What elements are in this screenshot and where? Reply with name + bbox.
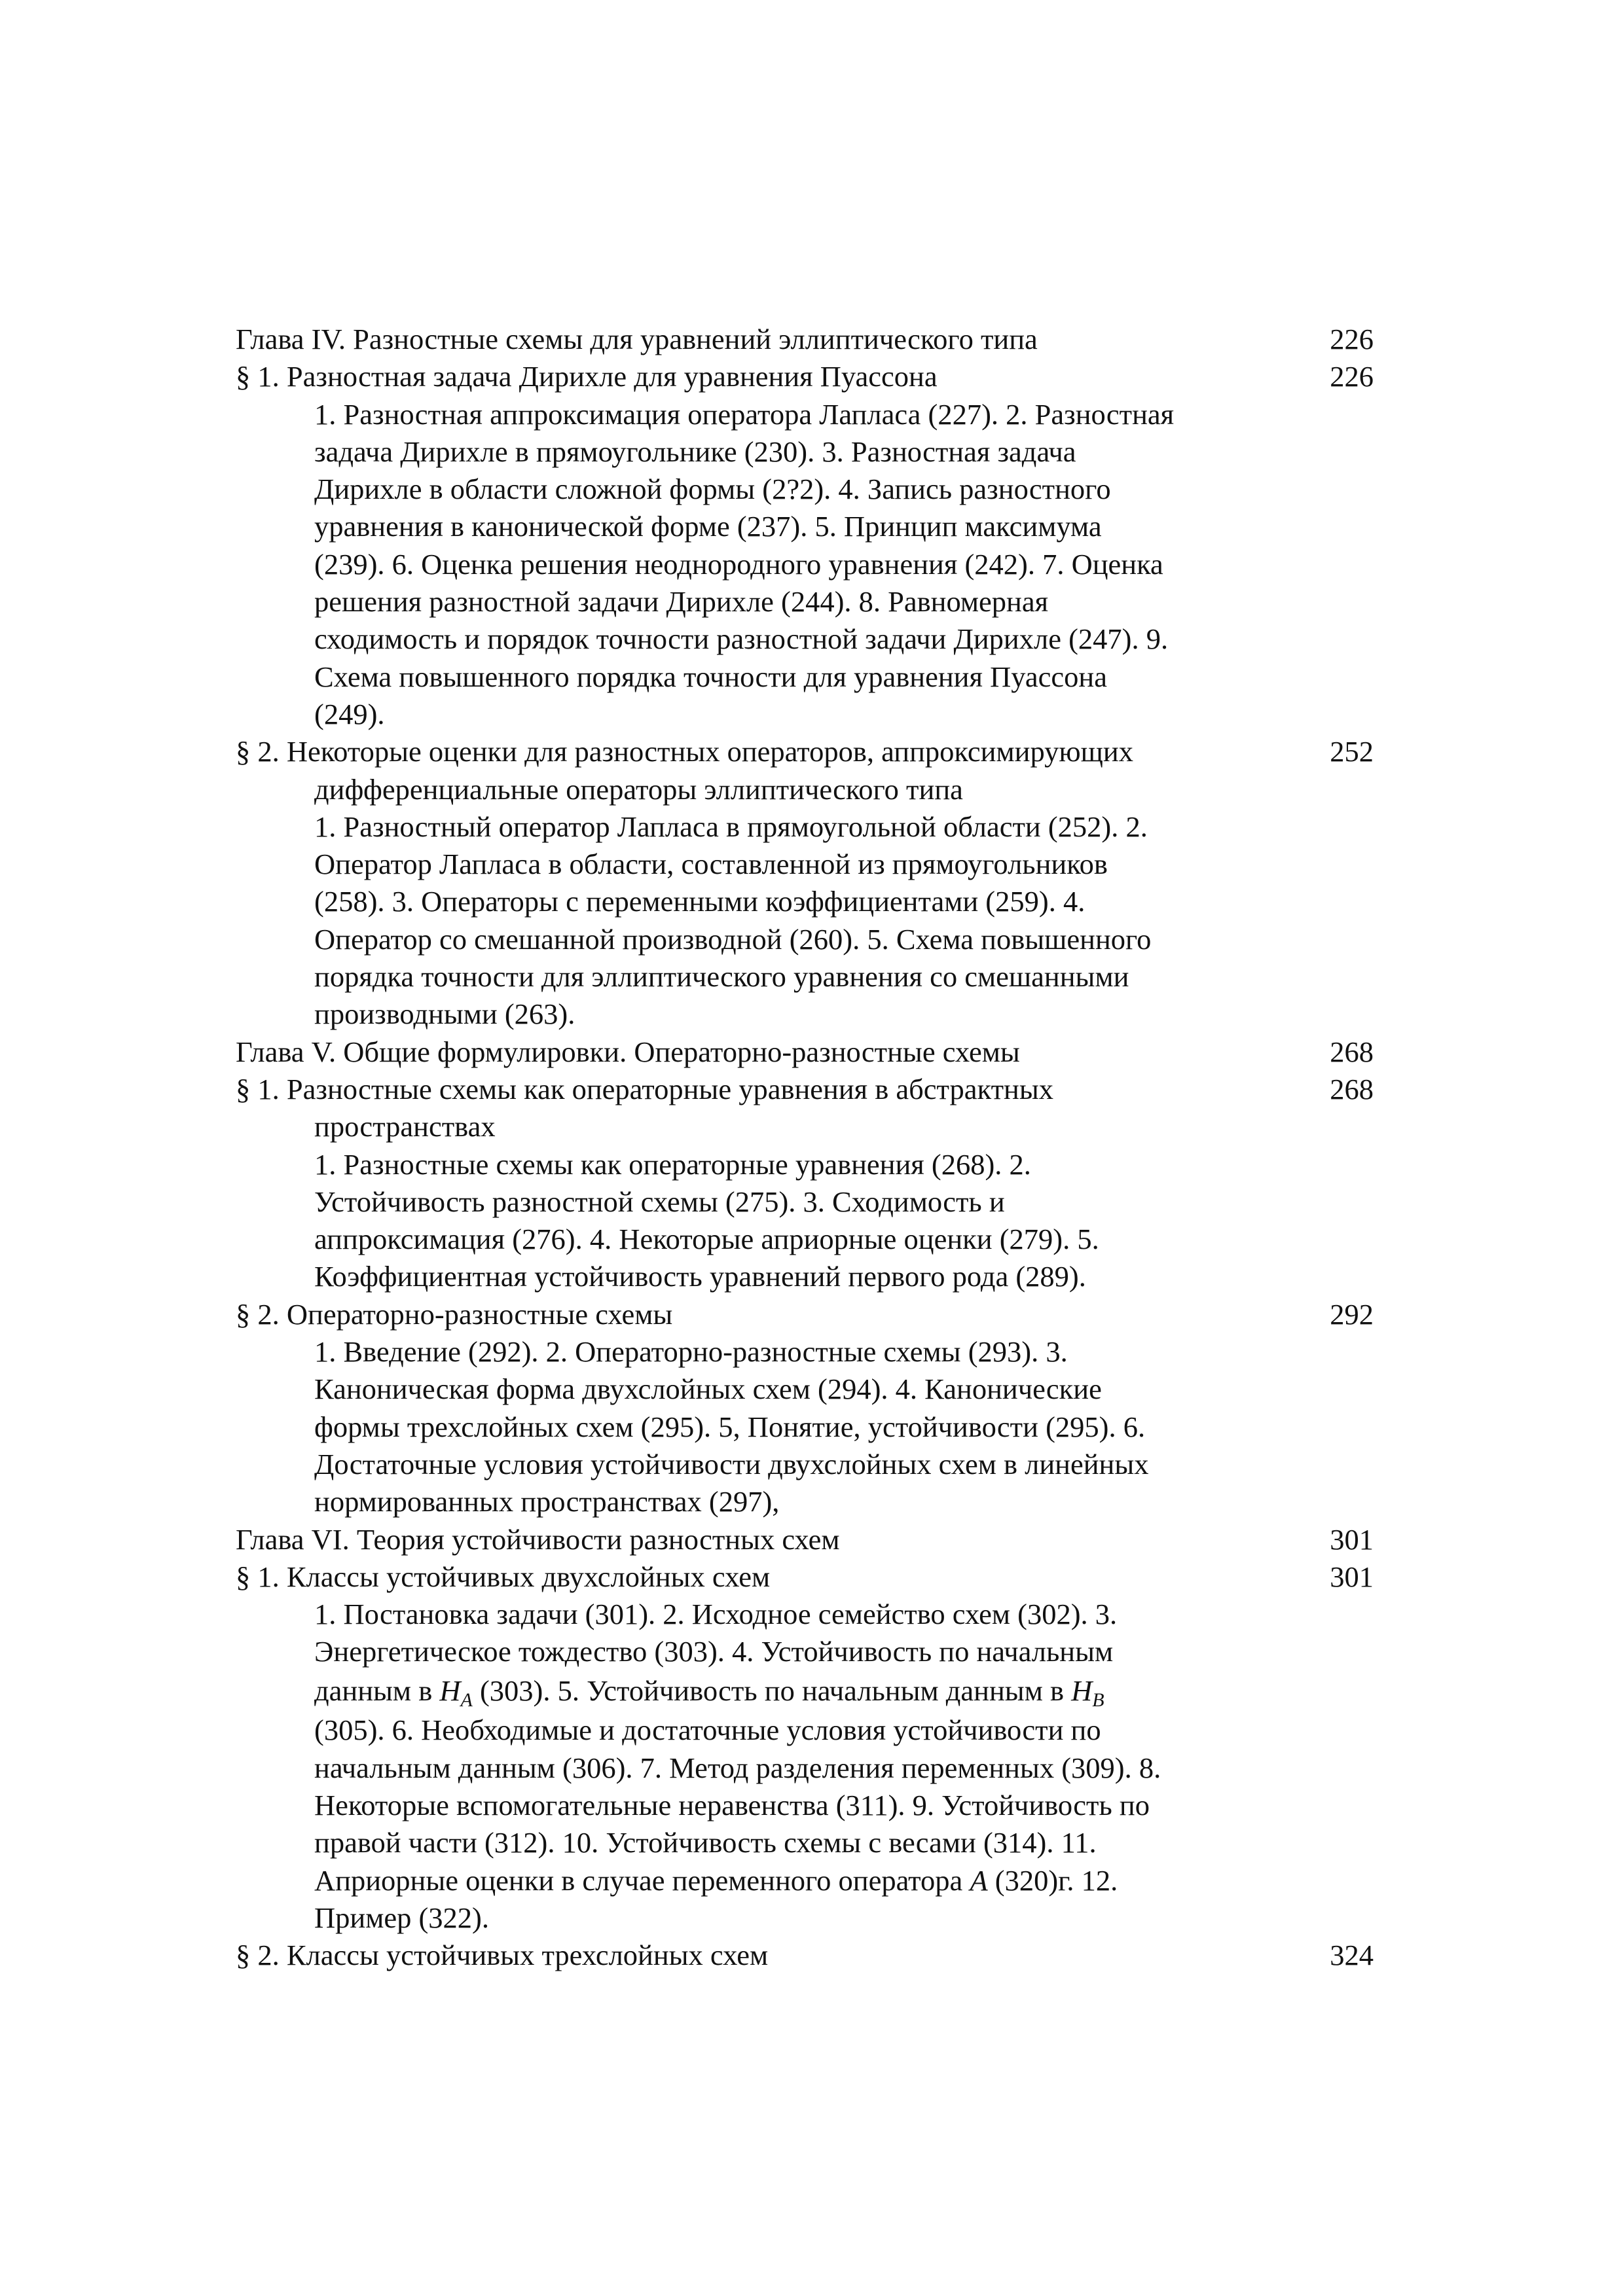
math-symbol: A	[970, 1863, 988, 1897]
ch6-section-1-entry	[236, 1558, 1383, 1937]
line-text: данным в	[314, 1674, 440, 1707]
ch6-section-1-title: § 1. Классы устойчивых двухслойных схем	[236, 1560, 771, 1593]
contents-line: начальным данным (306). 7. Метод разделения переменных (309). 8.	[314, 1751, 1161, 1784]
chapter-6-entry	[236, 1521, 1383, 1558]
contents-line: сходимость и порядок точности разностной задачи Дирихле (247). 9.	[314, 622, 1169, 656]
math-subscript: B	[1092, 1689, 1104, 1711]
contents-line: Достаточные условия устойчивости двухслойных схем в линейных	[314, 1447, 1149, 1480]
line-text: Априорные оценки в случае переменного оператора	[314, 1863, 970, 1897]
contents-line: Энергетическое тождество (303). 4. Устойчивость по начальным	[314, 1635, 1114, 1668]
ch5-section-2-entry	[236, 1296, 1383, 1521]
ch4-section-1-contents	[236, 396, 1383, 734]
ch5-section-2-contents	[236, 1333, 1383, 1520]
ch5-section-1-page: 268	[1330, 1072, 1374, 1105]
contents-line: Коэффициентная устойчивость уравнений первого рода (289).	[314, 1260, 1086, 1293]
chapter-5-entry	[236, 1033, 1383, 1071]
contents-line: формы трехслойных схем (295). 5, Понятие, устойчивости (295). 6.	[314, 1410, 1146, 1443]
contents-line: Схема повышенного порядка точности для уравнения Пуассона	[314, 660, 1107, 693]
chapter-4-title: Глава IV. Разностные схемы для уравнений эллиптического типа	[236, 323, 1038, 355]
ch5-section-1-entry	[236, 1071, 1383, 1296]
contents-line: 1. Постановка задачи (301). 2. Исходное семейство схем (302). 3.	[314, 1598, 1118, 1631]
chapter-4-page: 226	[1330, 323, 1374, 355]
contents-line: 1. Разностная аппроксимация оператора Лапласа (227). 2. Разностная	[314, 397, 1175, 431]
ch4-section-1-title: § 1. Разностная задача Дирихле для уравнения Пуассона	[236, 360, 938, 393]
contents-line: 1. Разностные схемы как операторные уравнения (268). 2.	[314, 1147, 1031, 1181]
contents-line: (305). 6. Необходимые и достаточные условия устойчивости по	[314, 1713, 1101, 1746]
ch6-section-2-page: 324	[1330, 1939, 1374, 1972]
chapter-5-page: 268	[1330, 1035, 1374, 1068]
contents-line-with-math	[236, 1862, 1383, 1899]
contents-line: 1. Введение (292). 2. Операторно-разностные схемы (293). 3.	[314, 1335, 1068, 1369]
contents-line: (258). 3. Операторы с переменными коэффициентами (259). 4.	[314, 885, 1085, 918]
ch4-section-2-contents	[236, 808, 1383, 1033]
ch4-section-2-title-continued: дифференциальные операторы эллиптического типа	[314, 772, 963, 806]
chapter-4-entry	[236, 321, 1383, 358]
contents-line: (249).	[314, 697, 385, 730]
contents-line: Каноническая форма двухслойных схем (294). 4. Канонические	[314, 1372, 1102, 1406]
math-symbol: H	[1071, 1674, 1093, 1707]
ch6-section-2-entry	[236, 1937, 1383, 1974]
ch5-section-1-title: § 1. Разностные схемы как операторные уравнения в абстрактных	[236, 1072, 1053, 1105]
contents-line: задача Дирихле в прямоугольнике (230). 3. Разностная задача	[314, 435, 1076, 468]
contents-line: нормированных пространствах (297),	[314, 1485, 780, 1518]
chapter-6-page: 301	[1330, 1522, 1374, 1556]
line-text: (303). 5. Устойчивость по начальным данным в	[472, 1674, 1072, 1707]
contents-line: Оператор со смешанной производной (260). 5. Схема повышенного	[314, 922, 1152, 956]
contents-line: решения разностной задачи Дирихле (244). 8. Равномерная	[314, 585, 1049, 619]
contents-line: Оператор Лапласа в области, составленной из прямоугольников	[314, 848, 1108, 881]
contents-line: 1. Разностный оператор Лапласа в прямоугольной области (252). 2.	[314, 810, 1148, 843]
contents-line: Пример (322).	[314, 1901, 489, 1934]
contents-line-with-math	[236, 1671, 1383, 1710]
contents-line: Дирихле в области сложной формы (2?2). 4. Запись разностного	[314, 473, 1111, 506]
ch5-section-1-title-continued: пространствах	[314, 1110, 496, 1143]
contents-line: аппроксимация (276). 4. Некоторые априорные оценки (279). 5.	[314, 1223, 1099, 1256]
contents-line: (239). 6. Оценка решения неоднородного уравнения (242). 7. Оценка	[314, 547, 1163, 581]
contents-line: производными (263).	[314, 997, 575, 1031]
math-h-a	[439, 1674, 473, 1711]
contents-line: правой части (312). 10. Устойчивость схемы с весами (314). 11.	[314, 1826, 1097, 1859]
ch6-section-1-contents	[236, 1596, 1383, 1937]
math-subscript: A	[460, 1689, 473, 1711]
ch6-section-2-title: § 2. Классы устойчивых трехслойных схем	[236, 1939, 769, 1972]
ch4-section-2-entry	[236, 733, 1383, 1033]
ch5-section-2-page: 292	[1330, 1297, 1374, 1331]
contents-line: Устойчивость разностной схемы (275). 3. Сходимость и	[314, 1185, 1005, 1218]
contents-line: Некоторые вспомогательные неравенства (311). 9. Устойчивость по	[314, 1788, 1150, 1821]
table-of-contents	[236, 321, 1383, 1974]
contents-line: уравнения в канонической форме (237). 5. Принцип максимума	[314, 510, 1102, 543]
ch4-section-2-page: 252	[1330, 735, 1374, 768]
chapter-6-title: Глава VI. Теория устойчивости разностных схем	[236, 1522, 840, 1556]
ch4-section-1-page: 226	[1330, 360, 1374, 393]
ch4-section-2-title: § 2. Некоторые оценки для разностных операторов, аппроксимирующих	[236, 735, 1133, 768]
math-symbol: H	[439, 1674, 461, 1707]
ch5-section-2-title: § 2. Операторно-разностные схемы	[236, 1297, 673, 1331]
math-h-b	[1071, 1674, 1104, 1711]
ch6-section-1-page: 301	[1330, 1560, 1374, 1593]
ch5-section-1-contents	[236, 1146, 1383, 1296]
ch4-section-1-entry	[236, 358, 1383, 733]
line-text: (320)г. 12.	[987, 1863, 1118, 1897]
contents-line: порядка точности для эллиптического уравнения со смешанными	[314, 960, 1129, 994]
chapter-5-title: Глава V. Общие формулировки. Операторно-разностные схемы	[236, 1035, 1020, 1068]
